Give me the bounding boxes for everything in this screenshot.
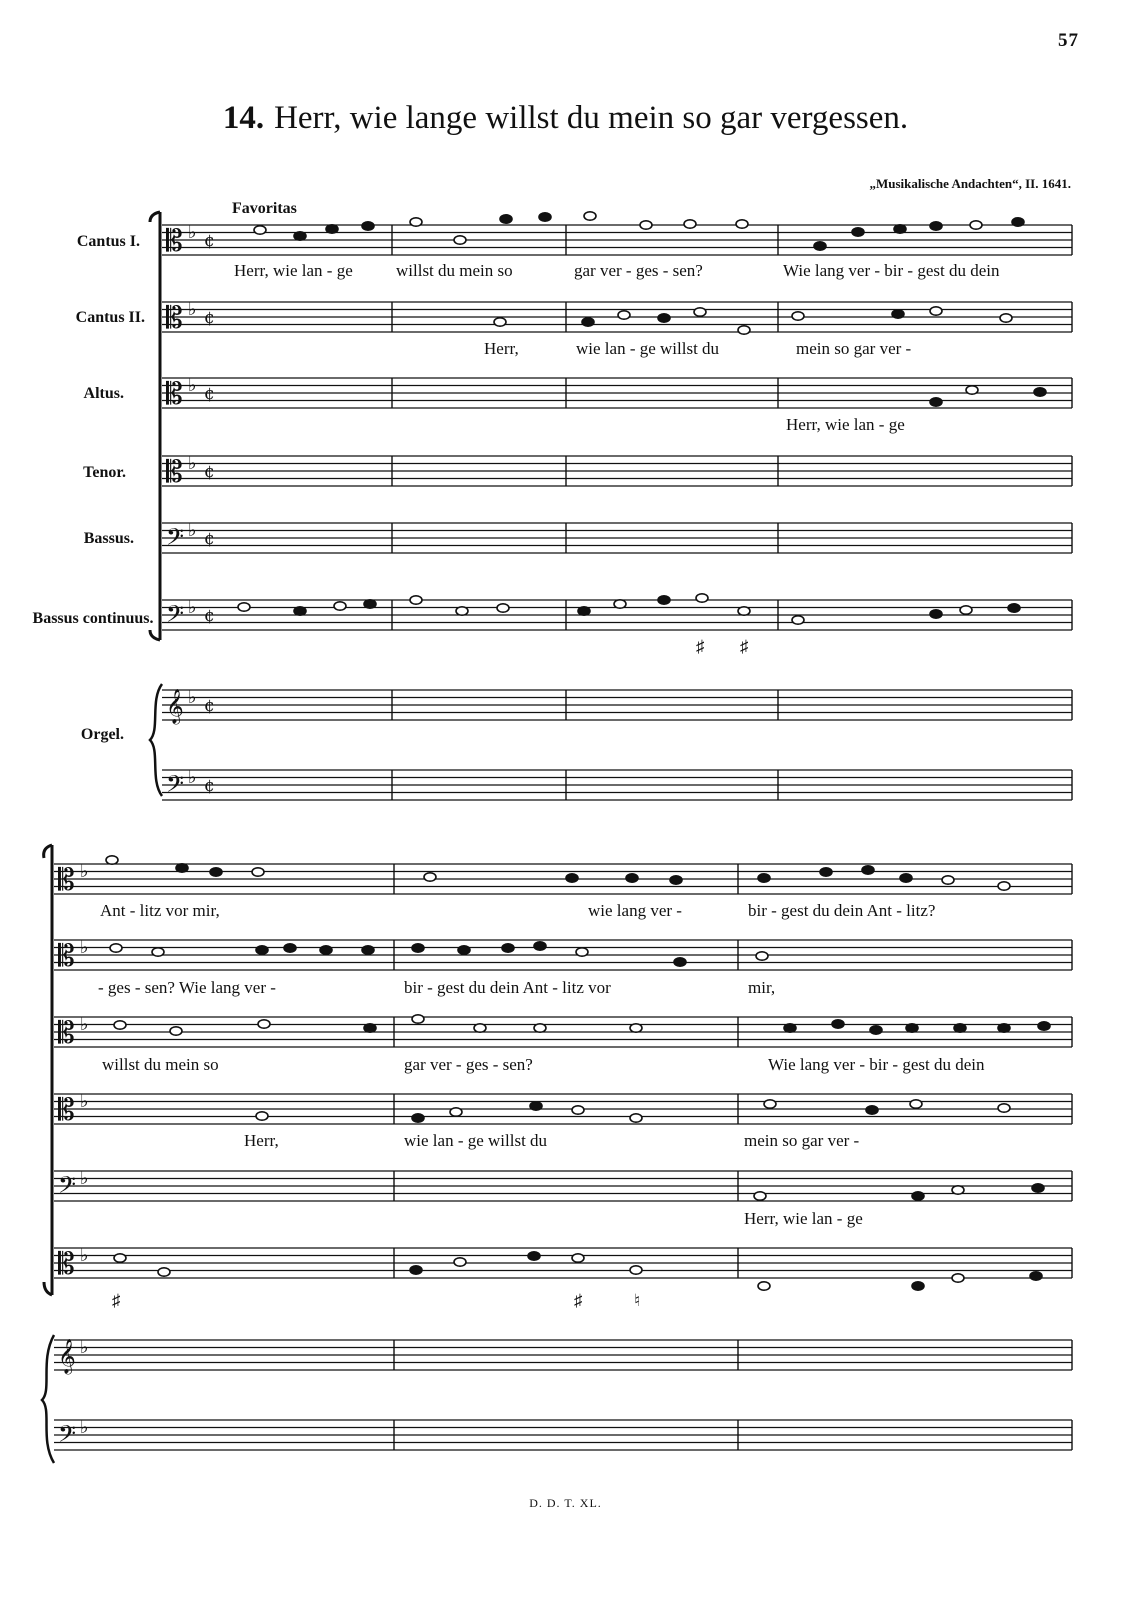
note-head [658, 314, 670, 322]
flat-icon: ♭ [80, 1091, 89, 1112]
note-head [684, 220, 696, 228]
part-label-cantus2: Cantus II. [75, 309, 145, 326]
flat-icon: ♭ [80, 1417, 89, 1438]
flat-icon: ♭ [188, 453, 197, 474]
staff [162, 299, 1072, 336]
part-label-orgel: Orgel. [80, 726, 124, 743]
figured-bass: ♯ [112, 1291, 121, 1310]
note-head [114, 1254, 126, 1262]
lyric: mein so gar ver - [796, 339, 912, 358]
note-head [998, 882, 1010, 890]
time-signature-icon: ¢ [204, 696, 215, 716]
note-head [942, 876, 954, 884]
figured-bass: ♯ [740, 637, 749, 656]
note-head [954, 1024, 966, 1032]
note-head [320, 946, 332, 954]
piece-title-text: Herr, wie lange willst du mein so gar vergessen. [274, 100, 909, 136]
note-head [738, 607, 750, 615]
note-head [502, 944, 514, 952]
note-head [758, 874, 770, 882]
part-label-bassus-continuus-text: Bassus continuus. [32, 610, 154, 627]
staff [54, 1245, 1072, 1282]
note-head [497, 604, 509, 612]
note-head [640, 221, 652, 229]
flat-icon: ♭ [80, 1337, 89, 1358]
note-head [210, 868, 222, 876]
note-head [630, 1024, 642, 1032]
note-head [696, 594, 708, 602]
staff [162, 767, 1072, 803]
note-head [756, 952, 768, 960]
lyric: Ant - litz vor mir, [100, 901, 220, 920]
note-head [912, 1192, 924, 1200]
flat-icon: ♭ [80, 861, 89, 882]
flat-icon: ♭ [188, 299, 197, 320]
bass-clef-icon: 𝄢 [58, 1171, 77, 1204]
staff [162, 453, 1072, 490]
c-clef-icon: 𝄡 [58, 1016, 75, 1051]
note-head [866, 1106, 878, 1114]
lyric: bir - gest du dein Ant - litz? [748, 901, 936, 920]
note-head [576, 948, 588, 956]
time-signature-icon: ¢ [204, 384, 215, 404]
c-clef-icon: 𝄡 [166, 377, 183, 412]
note-head [970, 221, 982, 229]
note-head [630, 1114, 642, 1122]
lyric: gar ver - ges - sen? [574, 261, 703, 280]
note-head [500, 215, 512, 223]
note-head [539, 213, 551, 221]
note-head [256, 946, 268, 954]
system1-staves [162, 212, 1072, 803]
part-label-tenor: Tenor. [83, 464, 126, 481]
tempo-marking: Favoritas [232, 200, 297, 217]
source-citation: „Musikalische Andachten“, II. 1641. [869, 176, 1071, 191]
lyric: wie lang ver - [588, 901, 682, 920]
note-head [410, 596, 422, 604]
note-head [658, 596, 670, 604]
note-head [614, 600, 626, 608]
staff [162, 687, 1072, 725]
time-signature-icon: ¢ [204, 529, 215, 549]
note-head [494, 318, 506, 326]
note-head [410, 218, 422, 226]
note-head [930, 398, 942, 406]
bass-clef-icon: 𝄢 [166, 600, 185, 633]
note-head [952, 1186, 964, 1194]
system1-bracket [150, 212, 160, 640]
note-head [114, 1021, 126, 1029]
note-head [900, 874, 912, 882]
flat-icon: ♭ [188, 767, 197, 788]
c-clef-icon: 𝄡 [58, 939, 75, 974]
note-head [998, 1024, 1010, 1032]
note-head [534, 942, 546, 950]
note-head [930, 610, 942, 618]
flat-icon: ♭ [188, 222, 197, 243]
c-clef-icon: 𝄡 [166, 301, 183, 336]
note-head [754, 1192, 766, 1200]
page-number: 57 [1058, 30, 1079, 51]
note-head [424, 873, 436, 881]
note-head [694, 308, 706, 316]
note-head [618, 311, 630, 319]
note-head [326, 225, 338, 233]
note-head [736, 220, 748, 228]
note-head [930, 222, 942, 230]
note-head [364, 1024, 376, 1032]
note-head [930, 307, 942, 315]
figured-bass: ♯ [696, 637, 705, 656]
note-head [582, 318, 594, 326]
flat-icon: ♭ [188, 520, 197, 541]
note-head [530, 1102, 542, 1110]
note-head [966, 386, 978, 394]
part-label-bassus-continuus [33, 610, 154, 627]
note-head [258, 1020, 270, 1028]
note-head [458, 946, 470, 954]
lyric: Herr, wie lan - ge [786, 415, 905, 434]
lyric: mein so gar ver - [744, 1131, 860, 1150]
flat-icon: ♭ [80, 1014, 89, 1035]
part-label-altus: Altus. [83, 385, 124, 402]
part-label-cantus1: Cantus I. [76, 233, 140, 250]
staff [162, 520, 1072, 556]
note-head [456, 607, 468, 615]
staff [54, 1337, 1072, 1375]
lyric: willst du mein so [396, 261, 513, 280]
flat-icon: ♭ [80, 1168, 89, 1189]
bass-clef-icon: 𝄢 [166, 523, 185, 556]
lyric: wie lan - ge willst du [404, 1131, 548, 1150]
note-head [566, 874, 578, 882]
note-head [284, 944, 296, 952]
note-head [362, 946, 374, 954]
note-head [1008, 604, 1020, 612]
staff [54, 1014, 1072, 1051]
lyric: Herr, wie lan - ge [744, 1209, 863, 1228]
note-head [814, 242, 826, 250]
note-head [254, 226, 266, 234]
bass-clef-icon: 𝄢 [58, 1420, 77, 1453]
note-head [852, 228, 864, 236]
note-head [626, 874, 638, 882]
time-signature-icon: ¢ [204, 606, 215, 626]
note-head [572, 1254, 584, 1262]
flat-icon: ♭ [80, 937, 89, 958]
note-head [832, 1020, 844, 1028]
c-clef-icon: 𝄡 [166, 224, 183, 259]
note-head [910, 1100, 922, 1108]
note-head [862, 866, 874, 874]
lyric: - ges - sen? Wie lang ver - [98, 978, 276, 997]
note-head [152, 948, 164, 956]
note-head [158, 1268, 170, 1276]
note-head [528, 1252, 540, 1260]
note-head [820, 868, 832, 876]
staff [54, 861, 1072, 898]
system2-staves [54, 856, 1072, 1453]
c-clef-icon: 𝄡 [166, 455, 183, 490]
note-head [870, 1026, 882, 1034]
lyric: wie lan - ge willst du [576, 339, 720, 358]
note-head [412, 1114, 424, 1122]
note-head [584, 212, 596, 220]
note-head [410, 1266, 422, 1274]
system2-bracket [44, 845, 52, 1295]
figured-bass: ♯ [574, 1291, 583, 1310]
note-head [960, 606, 972, 614]
note-head [792, 312, 804, 320]
note-head [534, 1024, 546, 1032]
note-head [176, 864, 188, 872]
note-head [454, 236, 466, 244]
note-head [894, 225, 906, 233]
system1-organ-brace [150, 684, 162, 796]
note-head [256, 1112, 268, 1120]
lyric: Herr, [484, 339, 519, 358]
note-head [738, 326, 750, 334]
figured-bass: ♮ [634, 1291, 641, 1310]
note-head [1030, 1272, 1042, 1280]
note-head [170, 1027, 182, 1035]
note-head [252, 868, 264, 876]
note-head [758, 1282, 770, 1290]
note-head [106, 856, 118, 864]
lyric: Wie lang ver - bir - gest du dein [783, 261, 1000, 280]
note-head [674, 958, 686, 966]
note-head [362, 222, 374, 230]
treble-clef-icon: 𝄞 [58, 1339, 76, 1374]
lyric: gar ver - ges - sen? [404, 1055, 533, 1074]
lyric: bir - gest du dein Ant - litz vor [404, 978, 611, 997]
note-head [364, 600, 376, 608]
note-head [412, 1015, 424, 1023]
note-head [294, 232, 306, 240]
note-head [1012, 218, 1024, 226]
note-head [912, 1282, 924, 1290]
note-head [334, 602, 346, 610]
bass-clef-icon: 𝄢 [166, 770, 185, 803]
note-head [412, 944, 424, 952]
note-head [630, 1266, 642, 1274]
time-signature-icon: ¢ [204, 231, 215, 251]
lyric: Herr, wie lan - ge [234, 261, 353, 280]
time-signature-icon: ¢ [204, 308, 215, 328]
note-head [1032, 1184, 1044, 1192]
footer-signature: D. D. T. XL. [529, 1496, 602, 1510]
note-head [578, 607, 590, 615]
note-head [670, 876, 682, 884]
note-head [1034, 388, 1046, 396]
lyric: Wie lang ver - bir - gest du dein [768, 1055, 985, 1074]
note-head [1038, 1022, 1050, 1030]
note-head [892, 310, 904, 318]
note-head [1000, 314, 1012, 322]
note-head [998, 1104, 1010, 1112]
flat-icon: ♭ [80, 1245, 89, 1266]
staff [54, 1417, 1072, 1453]
lyric: willst du mein so [102, 1055, 219, 1074]
note-head [906, 1024, 918, 1032]
note-head [784, 1024, 796, 1032]
staff [54, 1091, 1072, 1128]
note-head [294, 607, 306, 615]
note-head [792, 616, 804, 624]
time-signature-icon: ¢ [204, 462, 215, 482]
time-signature-icon: ¢ [204, 776, 215, 796]
flat-icon: ♭ [188, 687, 197, 708]
staff [54, 937, 1072, 974]
note-head [110, 944, 122, 952]
part-label-bassus: Bassus. [83, 530, 134, 547]
c-clef-icon: 𝄡 [58, 863, 75, 898]
note-head [454, 1258, 466, 1266]
note-head [952, 1274, 964, 1282]
note-head [764, 1100, 776, 1108]
note-head [450, 1108, 462, 1116]
lyric: mir, [748, 978, 776, 997]
piece-number: 14. [222, 100, 265, 136]
flat-icon: ♭ [188, 597, 197, 618]
flat-icon: ♭ [188, 375, 197, 396]
treble-clef-icon: 𝄞 [166, 689, 184, 724]
note-head [474, 1024, 486, 1032]
note-head [238, 603, 250, 611]
lyric: Herr, [244, 1131, 279, 1150]
note-head [572, 1106, 584, 1114]
c-clef-icon: 𝄡 [58, 1247, 75, 1282]
c-clef-icon: 𝄡 [58, 1093, 75, 1128]
system2-organ-brace [42, 1335, 54, 1463]
